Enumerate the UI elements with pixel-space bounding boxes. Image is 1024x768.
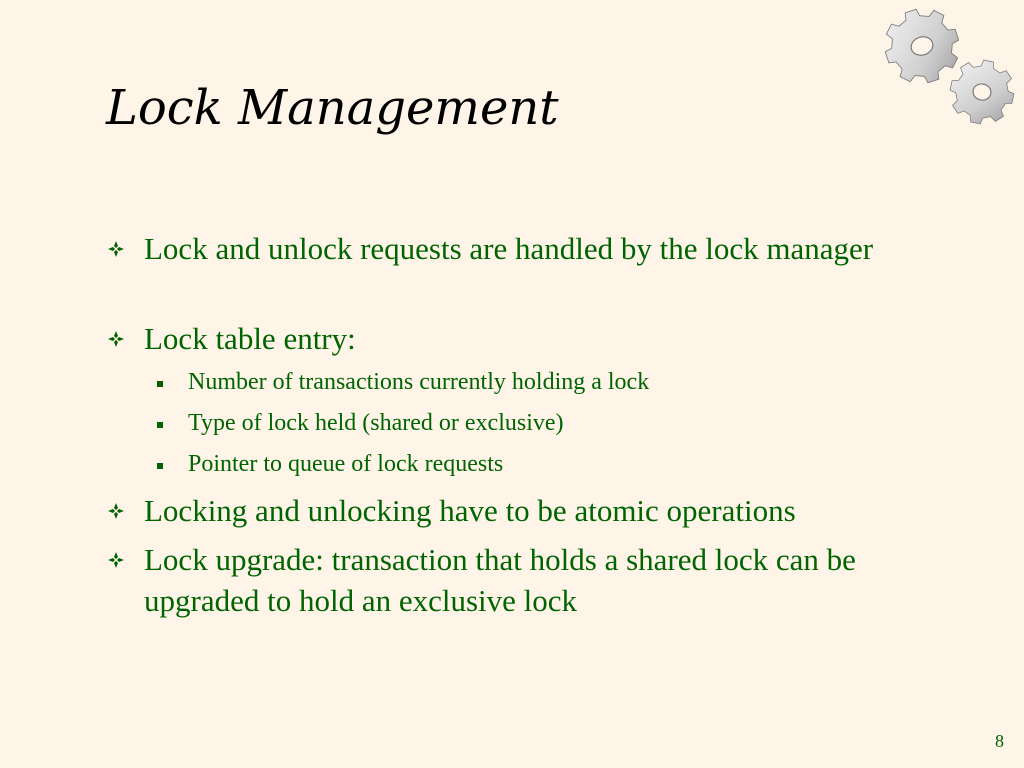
diamond-bullet-icon [107, 330, 125, 348]
square-bullet-icon [157, 422, 163, 428]
gears-icon [862, 4, 1024, 128]
list-item: Number of transactions currently holding a lock [188, 369, 650, 395]
list-item: Pointer to queue of lock requests [188, 451, 504, 477]
diamond-bullet-icon [107, 240, 125, 258]
diamond-bullet-icon [107, 502, 125, 520]
list-item: Lock upgrade: transaction that holds a shared lock can be upgraded to hold an exclusive lock [144, 542, 856, 618]
list-item: Locking and unlocking have to be atomic operations [144, 493, 796, 528]
list-item: Type of lock held (shared or exclusive) [188, 410, 564, 436]
list-item: Lock and unlock requests are handled by the lock manager [144, 231, 874, 266]
large-gear-icon [876, 4, 969, 92]
square-bullet-icon [157, 463, 163, 469]
page-number: 8 [995, 731, 1004, 751]
small-gear-icon [944, 54, 1019, 128]
diamond-bullet-icon [107, 551, 125, 569]
square-bullet-icon [157, 381, 163, 387]
slide-title: Lock Management [106, 80, 559, 136]
list-item: Lock table entry: [144, 321, 356, 356]
